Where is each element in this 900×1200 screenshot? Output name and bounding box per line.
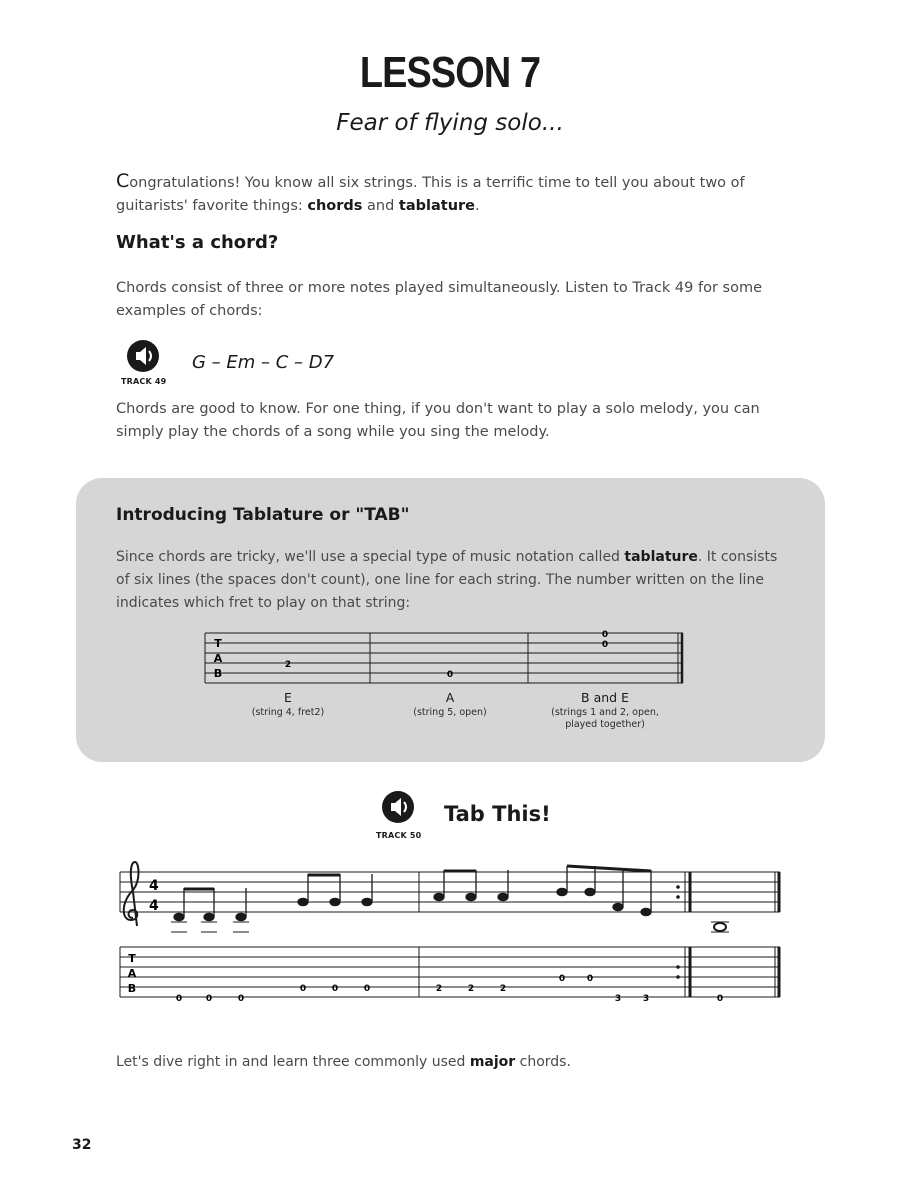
closing-paragraph: Let's dive right in and learn three commonly used major chords. [116, 1054, 571, 1070]
speaker-icon-2 [382, 791, 414, 823]
tab-num: 0 [175, 994, 183, 1004]
chord-paragraph-1: Chords consist of three or more notes played simultaneously. Listen to Track 49 for some examples of chords: [116, 280, 763, 319]
tablature-term: tablature [398, 198, 476, 214]
track-50-label: TRACK 50 [376, 831, 422, 840]
tab-num: 0 [331, 984, 339, 994]
tab-letter-a: A [213, 652, 223, 665]
drop-cap: C [116, 170, 130, 192]
tab-num: 2 [435, 984, 443, 994]
time-sig-bottom: 4 [149, 898, 159, 914]
tab-num: 0 [205, 994, 213, 1004]
audio-track-49-icon[interactable] [127, 340, 159, 372]
tab-fret-a: 0 [446, 670, 454, 680]
tab-this-letter-a: A [127, 967, 137, 980]
tab-num: 2 [499, 984, 507, 994]
time-sig-top: 4 [149, 878, 159, 894]
tab-num: 0 [716, 994, 724, 1004]
example-a-label: A [445, 690, 455, 705]
example-e-label: E [284, 690, 292, 705]
tab-num: 2 [467, 984, 475, 994]
tab-this-letter-b: B [127, 982, 137, 995]
page-number: 32 [72, 1137, 92, 1153]
lesson-title: LESSON 7 [359, 48, 541, 97]
tab-num: 0 [299, 984, 307, 994]
tab-num: 3 [642, 994, 650, 1004]
example-be-desc-2: played together) [565, 719, 645, 730]
tab-this-letter-t: T [128, 952, 136, 965]
chords-term: chords [307, 198, 363, 214]
chord-progression: G – Em – C – D7 [192, 352, 335, 373]
tab-letter-t: T [214, 637, 222, 650]
lesson-subtitle: Fear of flying solo... [336, 110, 564, 136]
tablature-term-2: tablature [624, 549, 698, 565]
tab-num: 0 [237, 994, 245, 1004]
tab-fret-b: 0 [601, 640, 609, 650]
tab-fret-e: 2 [284, 660, 292, 670]
intro-paragraph: Congratulations! You know all six strings. This is a terrific time to tell you about two of guitarists' favorite things: chords and tablature. [116, 170, 745, 214]
major-term: major [469, 1054, 516, 1070]
track-49-label: TRACK 49 [121, 377, 167, 386]
tab-fret-e-high: 0 [601, 630, 609, 640]
tab-num: 0 [558, 974, 566, 984]
tab-this-title: Tab This! [444, 802, 551, 826]
example-be-label: B and E [581, 690, 629, 705]
tab-num: 0 [363, 984, 371, 994]
tab-letter-b: B [213, 667, 223, 680]
tablature-paragraph: Since chords are tricky, we'll use a special type of music notation called tablature. It consists of six lines (the spaces don't count), one line for each string. The number written on the line indicates which fret to play on that string: [116, 549, 778, 611]
example-be-desc-1: (strings 1 and 2, open, [551, 707, 659, 718]
chord-heading: What's a chord? [116, 232, 279, 253]
tablature-heading: Introducing Tablature or "TAB" [116, 505, 410, 525]
tab-num: 0 [586, 974, 594, 984]
tab-example-staff [200, 628, 690, 688]
example-a-desc: (string 5, open) [413, 707, 487, 718]
tab-num: 3 [614, 994, 622, 1004]
audio-track-50-icon[interactable] [382, 791, 414, 823]
example-e-desc: (string 4, fret2) [251, 707, 325, 718]
tab-this-music [115, 852, 785, 1012]
chord-paragraph-2: Chords are good to know. For one thing, if you don't want to play a solo melody, you can simply play the chords of a song while you sing the melody. [116, 401, 760, 440]
speaker-icon [127, 340, 159, 372]
whole-note [714, 923, 726, 931]
